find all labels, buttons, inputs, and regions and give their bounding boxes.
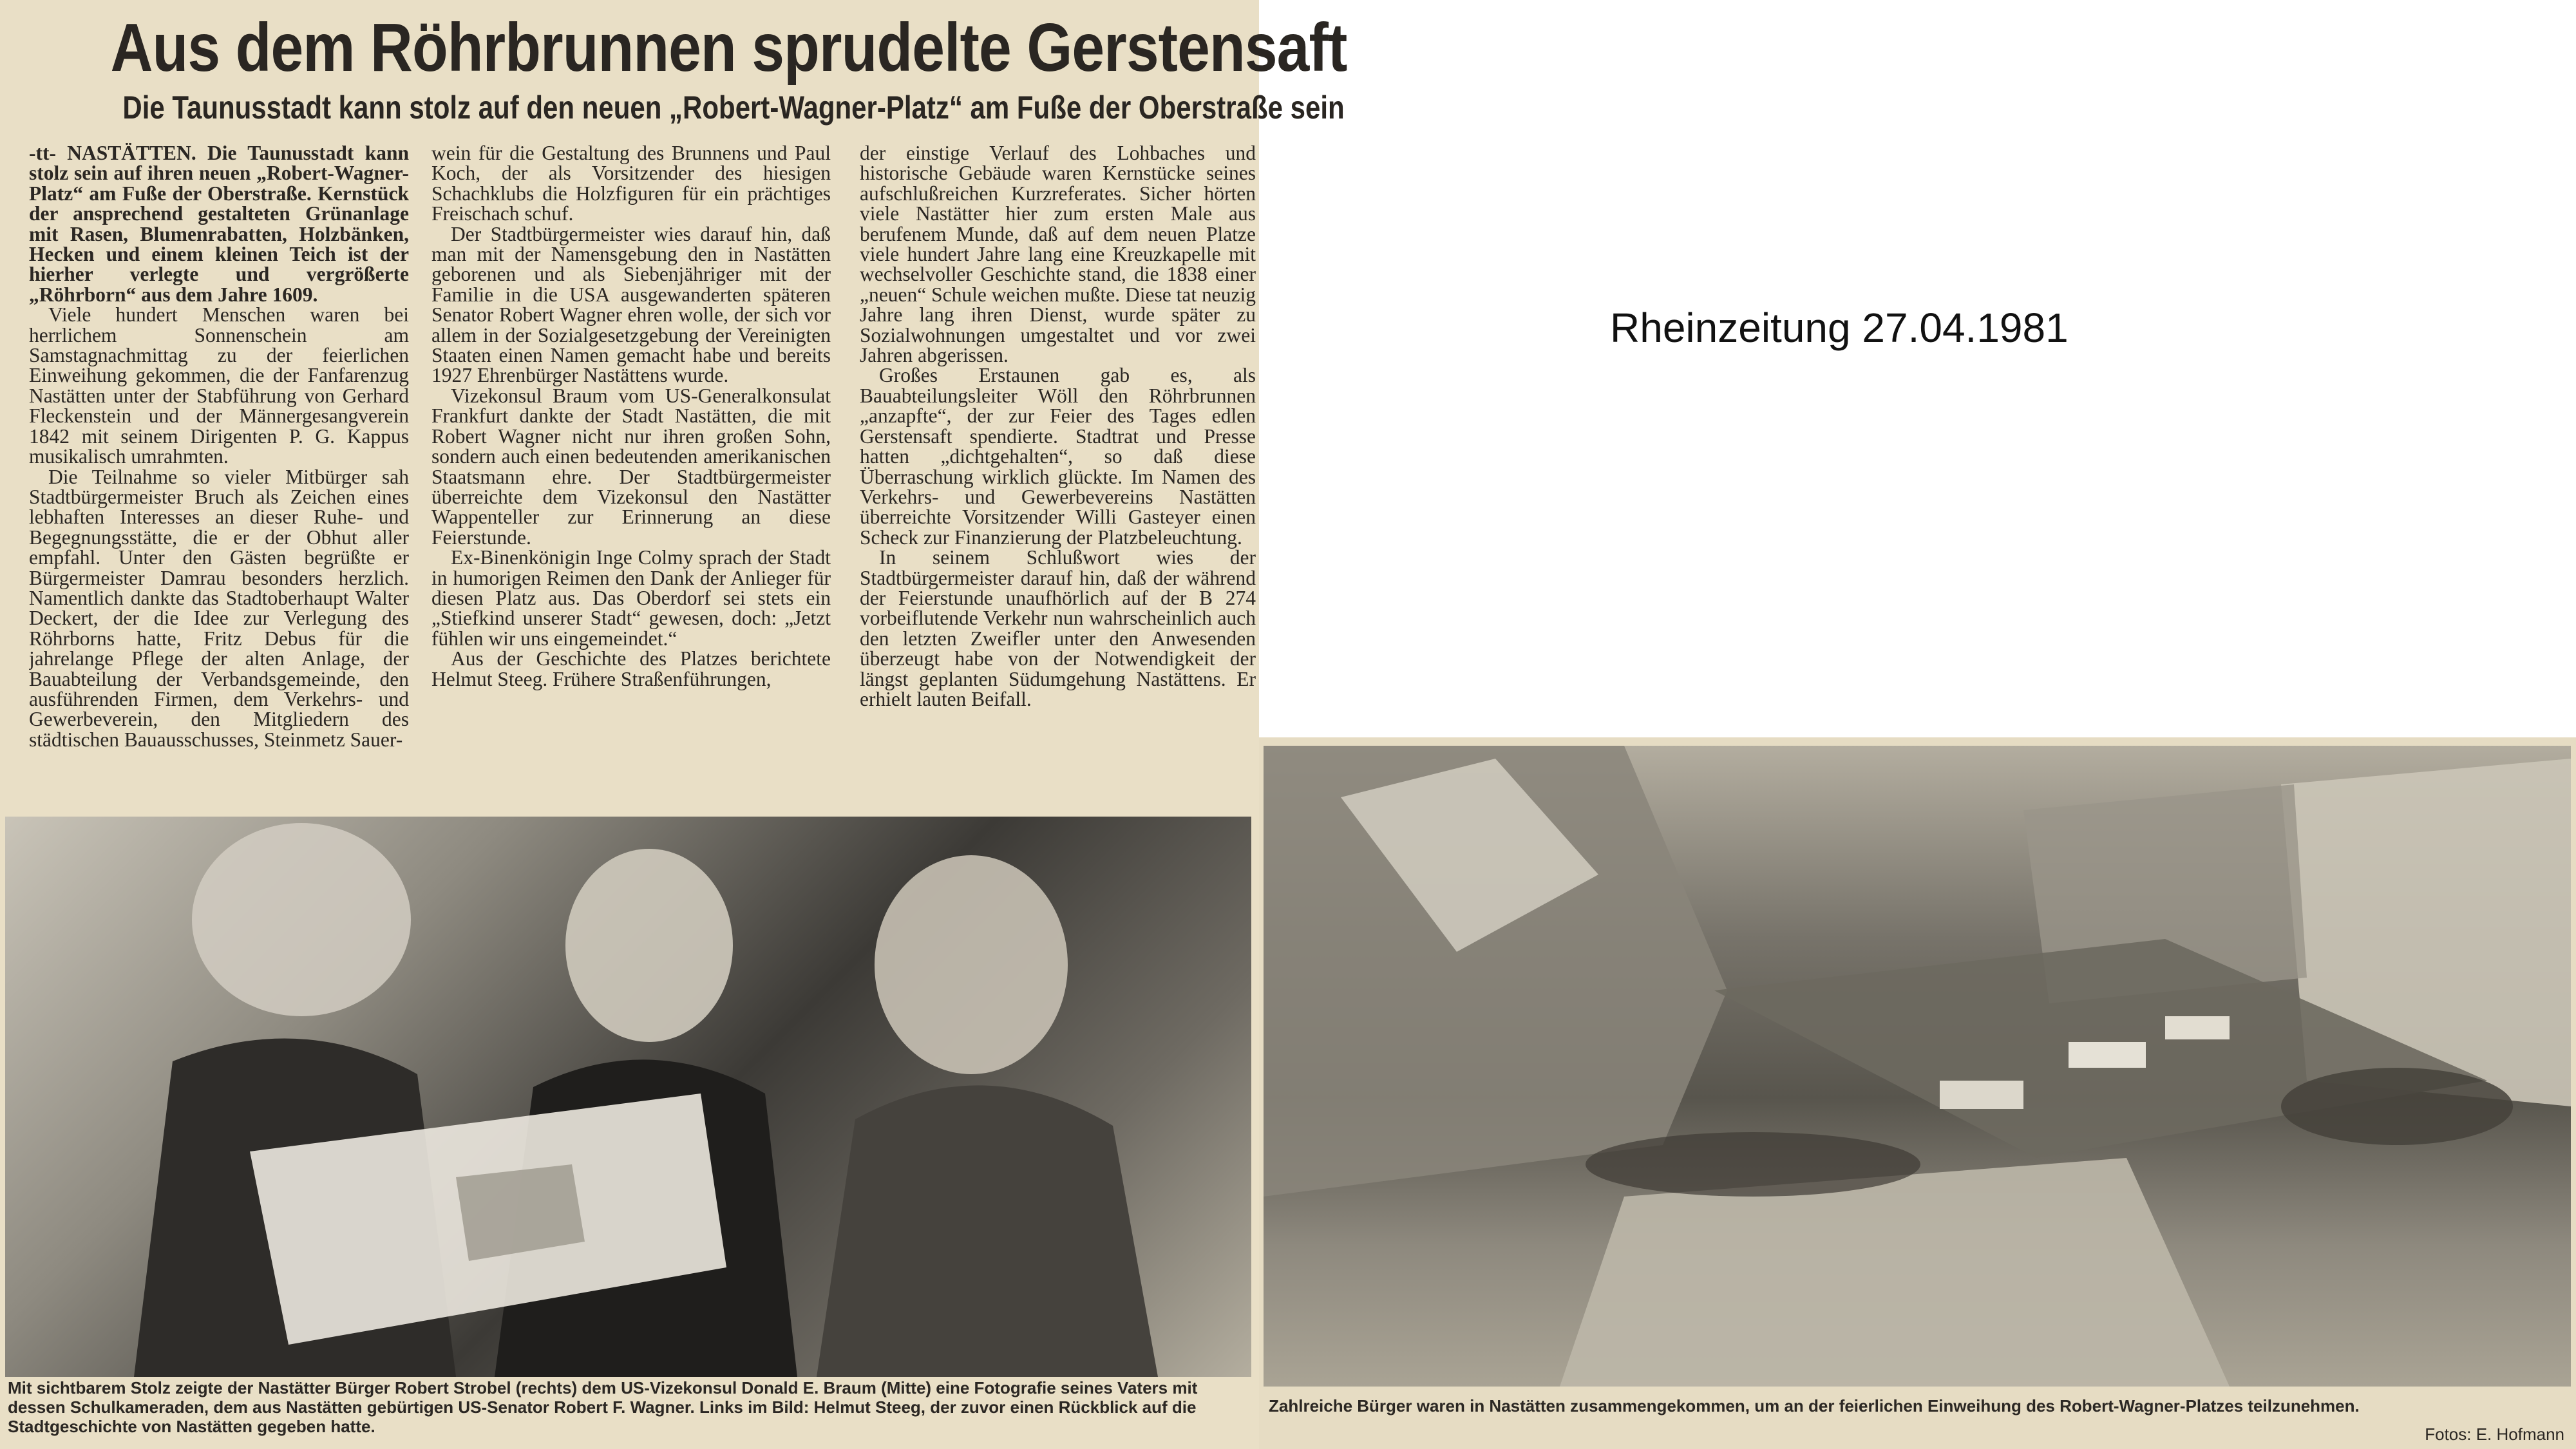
photo-caption-left: Mit sichtbarem Stolz zeigte der Nastätter Bürger Robert Strobel (rechts) dem US-Vizekonsul Donald E. Braum (Mitte) eine Fotografie seines Vaters mit dessen Schulkameraden, dem aus Nastätten gebürtigen US-Senator Robert F. Wagner. Links im Bild: Helmut Steeg, der zuvor einen Rückblick auf die Stadtgeschichte von Nastätten gegeben hatte. [8, 1378, 1198, 1436]
article-paragraph: der einstige Verlauf des Lohbaches und historische Gebäude waren Kernstücke seines aufschlußreichen Kurzreferates. Sicher hörten viele Nastätter hier zum ersten Male aus berufenem Munde, daß auf dem neuen Platze viele hundert Jahre lang eine Kreuzkapelle mit wechselvoller Geschichte stand, die 1838 einer „neuen“ Schule weichen mußte. Diese tat neuzig Jahre lang ihren Dienst, wurde später zu Sozialwohnungen umgestaltet und vor zwei Jahren abgerissen. [860, 143, 1256, 367]
article-paragraph: Großes Erstaunen gab es, als Bauabteilungsleiter Wöll den Röhrbrunnen „anzapfte“, der zur Feier des Tages edlen Gerstensaft spendierte. Stadtrat und Presse hatten „dichtgehalten“, so daß diese Überraschung wirklich glückte. Im Namen des Verkehrs- und Gewerbevereins Nastätten überreichte Vorsitzender Willi Gasteyer einen Scheck zur Finanzierung der Platzbeleuchtung. [860, 364, 1256, 549]
article-paragraph: In seinem Schlußwort wies der Stadtbürgermeister darauf hin, daß der während der Feierstunde unaufhörlich auf der B 274 vorbeiflutende Verkehr nun wahrscheinlich auch den letzten Zweifler unter den Anwesenden überzeugt habe von der Notwendigkeit der längst geplanten Südumgehung Nastättens. Er erhielt lauten Beifall. [860, 546, 1256, 710]
article-column-2 [431, 143, 831, 803]
photo-men-examining-photograph [5, 817, 1251, 1377]
photo-caption-right: Zahlreiche Bürger waren in Nastätten zusammengekommen, um an der feierlichen Einweihung des Robert-Wagner-Platzes teilzunehmen. [1269, 1396, 2360, 1416]
photo-square-crowd [1264, 746, 2571, 1387]
article-column-3 [860, 143, 1256, 803]
article-paragraph: -tt- NASTÄTTEN. Die Taunusstadt kann stolz sein auf ihren neuen „Robert-Wagner-Platz“ am Fuße der Oberstraße. Kernstück der ansprechend gestalteten Grünanlage mit Rasen, Blumenrabatten, Holzbänken, Hecken und einem kleinen Teich ist der hierher verlegte und vergrößerte „Röhrborn“ aus dem Jahre 1609. [29, 143, 409, 306]
article-paragraph: Ex-Binenkönigin Inge Colmy sprach der Stadt in humorigen Reimen den Dank der Anlieger für diesen Platz aus. Das Oberdorf sei stets ein „Stiefkind unserer Stadt“ gewesen, doch: „Jetzt fühlen wir uns eingemeindet.“ [431, 546, 831, 650]
article-paragraph: Vizekonsul Braum vom US-Generalkonsulat Frankfurt dankte der Stadt Nastätten, die mit Robert Wagner nicht nur ihren großen Sohn, sondern auch einen bedeutenden amerikanischen Staatsmann ehre. Der Stadtbürgermeister überreichte dem Vizekonsul den Nastätter Wappenteller zur Erinnerung an diese Feierstunde. [431, 384, 831, 549]
photo-credit: Fotos: E. Hofmann [2425, 1425, 2564, 1444]
article-subheadline: Die Taunusstadt kann stolz auf den neuen „Robert-Wagner-Platz“ am Fuße der Oberstraße sein [122, 90, 1345, 126]
article-paragraph: Der Stadtbürgermeister wies darauf hin, daß man mit der Namensgebung den in Nastätten geborenen und als Siebenjähriger mit der Familie in die USA ausgewanderten späteren Senator Robert Wagner ehren wolle, der sich vor allem in der Sozialgesetzgebung der Vereinigten Staaten einen Namen gemacht habe und bereits 1927 Ehrenbürger Nastättens wurde. [431, 222, 831, 387]
article-paragraph: Die Teilnahme so vieler Mitbürger sah Stadtbürgermeister Bruch als Zeichen eines lebhaften Interesses an dieser Ruhe- und Begegnungsstätte, die er der Obhut aller empfahl. Unter den Gästen begrüßte er Bürgermeister Damrau besonders herzlich. Namentlich dankte das Stadtoberhaupt Walter Deckert, der die Idee zur Verlegung des Röhrborns hatte, Fritz Debus für die jahrelange Pflege der alten Anlage, der Bauabteilung der Verbandsgemeinde, den ausführenden Firmen, dem Verkehrs- und Gewerbeverein, den Mitgliedern des städtischen Bauausschusses, Steinmetz Sauer- [29, 465, 409, 751]
article-paragraph: wein für die Gestaltung des Brunnens und Paul Koch, der als Vorsitzender des hiesigen Schachklubs die Holzfiguren für ein prächtiges Freischach schuf. [431, 143, 831, 225]
article-headline: Aus dem Röhrbrunnen sprudelte Gerstensaft [110, 10, 1347, 86]
article-paragraph: Aus der Geschichte des Platzes berichtete Helmut Steeg. Frühere Straßenführungen, [431, 647, 831, 690]
source-label: Rheinzeitung 27.04.1981 [1610, 305, 2069, 351]
article-column-1 [29, 143, 409, 803]
article-paragraph: Viele hundert Menschen waren bei herrlichem Sonnenschein am Samstagnachmittag zu der feierlichen Einweihung gekommen, die der Fanfarenzug Nastätten unter der Stabführung von Gerhard Fleckenstein und der Männergesangverein 1842 mit seinem Dirigenten P. G. Kappus musikalisch umrahmten. [29, 303, 409, 468]
